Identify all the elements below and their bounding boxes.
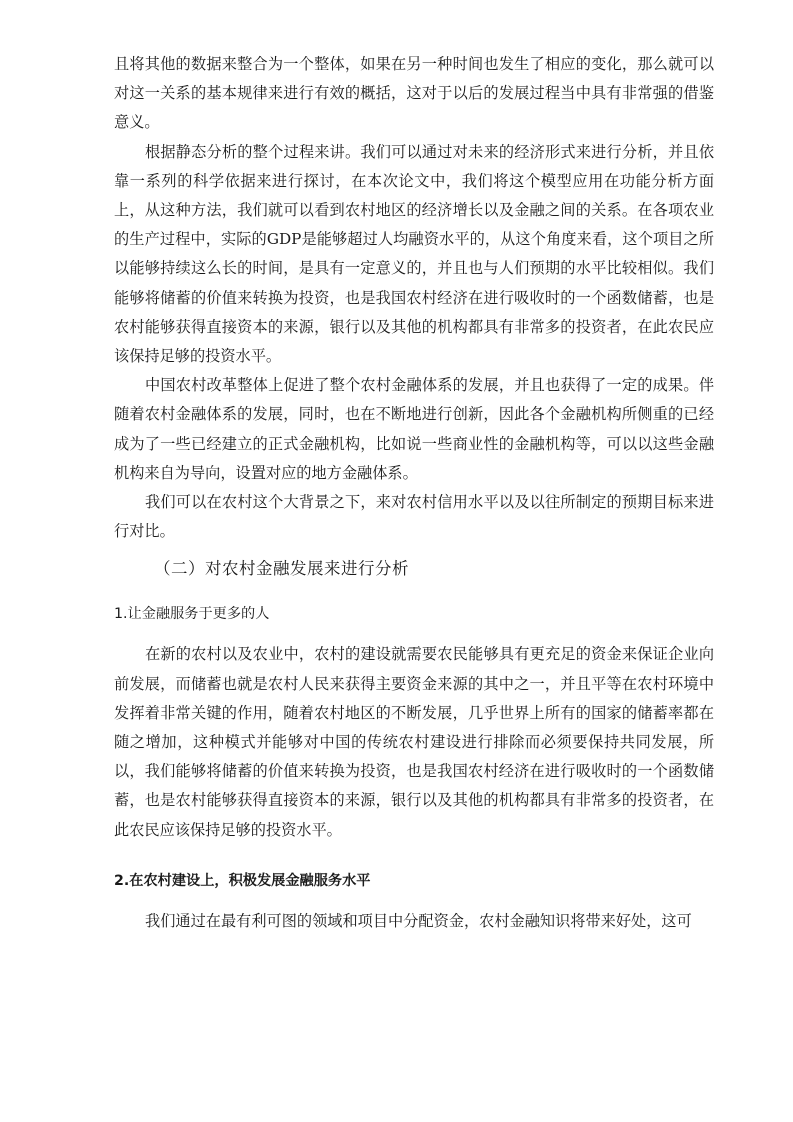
paragraph: 我们通过在最有利可图的领域和项目中分配资金，农村金融知识将带来好处，这可 [145, 911, 692, 930]
section-heading: （二）对农村金融发展来进行分析 [154, 559, 409, 579]
paragraph: 且将其他的数据来整合为一个整体，如果在另一种时间也发生了相应的变化，那么就可以对这一关系的基本规律来进行有效的概括，这对于以后的发展过程当中具有非常强的借鉴意义。 [114, 55, 714, 132]
subsection-heading: 1.让金融服务于更多的人 [114, 606, 270, 623]
paragraph: 中国农村改革整体上促进了整个农村金融体系的发展，并且也获得了一定的成果。伴随着农村金融体系的发展，同时，也在不断地进行创新，因此各个金融机构所侧重的已经成为了一些已经建立的正式金融机构，比如说一些商业性的金融机构等，可以以这些金融机构来自为导向，设置对应的地方金融体系。 [114, 376, 714, 482]
subsection-heading: 2.在农村建设上，积极发展金融服务水平 [114, 872, 371, 889]
document-body [114, 50, 714, 936]
paragraph: 根据静态分析的整个过程来讲。我们可以通过对未来的经济形式来进行分析，并且依靠一系列的科学依据来进行探讨，在本次论文中，我们将这个模型应用在功能分析方面上，从这种方法，我们就可以看到农村地区的经济增长以及金融之间的关系。在各项农业的生产过程中，实际的GDP是能够超过人均融资水平的，从这个角度来看，这个项目之所以能够持续这么长的时间，是具有一定意义的，并且也与人们预期的水平比较相似。我们能够将储蓄的价值来转换为投资，也是我国农村经济在进行吸收时的一个函数储蓄，也是农村能够获得直接资本的来源，银行以及其他的机构都具有非常多的投资者，在此农民应该保持足够的投资水平。 [114, 142, 714, 366]
paragraph: 我们可以在农村这个大背景之下，来对农村信用水平以及以往所制定的预期目标来进行对比。 [114, 493, 714, 541]
paragraph: 在新的农村以及农业中，农村的建设就需要农民能够具有更充足的资金来保证企业向前发展，而储蓄也就是农村人民来获得主要资金来源的其中之一，并且平等在农村环境中发挥着非常关键的作用，随着农村地区的不断发展，几乎世界上所有的国家的储蓄率都在随之增加，这种模式并能够对中国的传统农村建设进行排除而必须要保持共同发展，所以，我们能够将储蓄的价值来转换为投资，也是我国农村经济在进行吸收时的一个函数储蓄，也是农村能够获得直接资本的来源，银行以及其他的机构都具有非常多的投资者，在此农民应该保持足够的投资水平。 [114, 645, 714, 839]
